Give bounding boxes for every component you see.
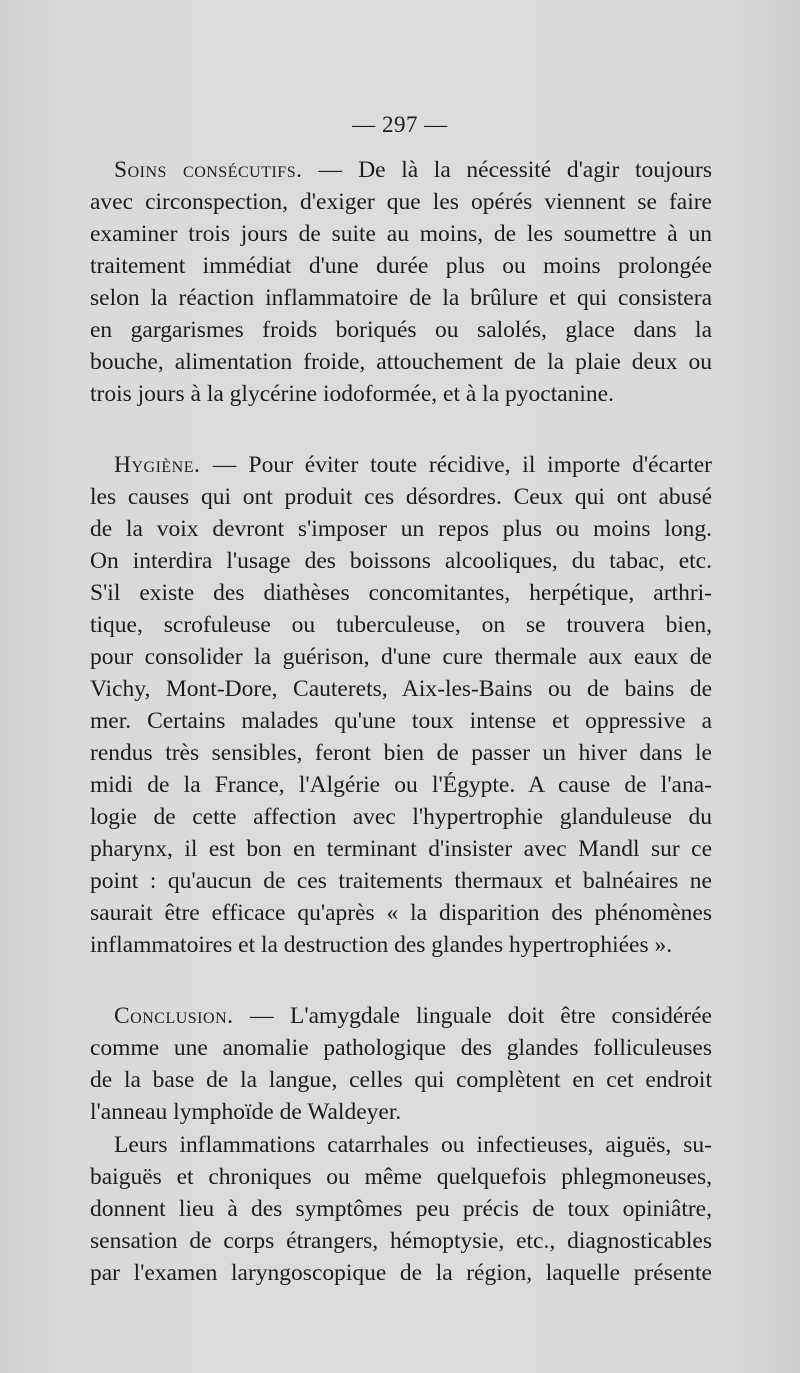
text-line: Hygiène. — Pour éviter toute récidive, il importe d'écarter (114, 452, 712, 478)
text-line: traitement immédiat d'une durée plus ou moins prolongée (90, 253, 712, 279)
text-line: rendus très sensibles, feront bien de passer un hiver dans le (90, 740, 712, 766)
text-line: sensation de corps étrangers, hémoptysie, etc., diagnosticables (90, 1228, 712, 1254)
text-line: pour consolider la guérison, d'une cure thermale aux eaux de (90, 644, 712, 670)
text-line: S'il existe des diathèses concomitantes, herpétique, arthri- (90, 580, 712, 606)
text-line: donnent lieu à des symptômes peu précis de toux opiniâtre, (90, 1196, 712, 1222)
text-line: logie de cette affection avec l'hypertrophie glanduleuse du (90, 804, 712, 830)
text-line: saurait être efficace qu'après « la disparition des phénomènes (90, 900, 712, 926)
section-heading: Hygiène. — (114, 452, 237, 478)
page-number: — 297 — (352, 112, 448, 137)
text-line: tique, scrofuleuse ou tuberculeuse, on se trouvera bien, (90, 612, 712, 638)
text-line: avec circonspection, d'exiger que les opérés viennent se faire (90, 189, 712, 215)
text-line: Vichy, Mont-Dore, Cauterets, Aix-les-Bains ou de bains de (90, 676, 712, 702)
text-line: On interdira l'usage des boissons alcooliques, du tabac, etc. (90, 548, 712, 574)
text-line: l'anneau lymphoïde de Waldeyer. (90, 1099, 402, 1125)
text-line: examiner trois jours de suite au moins, de les soumettre à un (90, 221, 712, 247)
text-line: midi de la France, l'Algérie ou l'Égypte. A cause de l'ana- (90, 772, 712, 798)
text-line: les causes qui ont produit ces désordres. Ceux qui ont abusé (90, 484, 712, 510)
text-line: de la voix devront s'imposer un repos plus ou moins long. (90, 516, 712, 542)
text-line: selon la réaction inflammatoire de la brûlure et qui consistera (90, 285, 712, 311)
text-line: comme une anomalie pathologique des glandes folliculeuses (90, 1035, 712, 1061)
text-line: Conclusion. — L'amygdale linguale doit être considérée (114, 1003, 712, 1029)
text-line: point : qu'aucun de ces traitements thermaux et balnéaires ne (90, 868, 712, 894)
section-heading: Conclusion. — (114, 1003, 275, 1029)
text-line: inflammatoires et la destruction des glandes hypertrophiées ». (90, 932, 673, 958)
text-line: par l'examen laryngoscopique de la région, laquelle présente (90, 1260, 712, 1286)
text-line: trois jours à la glycérine iodoformée, et à la pyoctanine. (90, 381, 614, 407)
text-line: mer. Certains malades qu'une toux intense et oppressive a (90, 708, 712, 734)
text-line: bouche, alimentation froide, attouchement de la plaie deux ou (90, 349, 712, 375)
text-line: de la base de la langue, celles qui complètent en cet endroit (90, 1067, 712, 1093)
section-heading: Soins consécutifs. — (114, 157, 343, 183)
text-line: en gargarismes froids boriqués ou salolés, glace dans la (90, 317, 712, 343)
text-line: pharynx, il est bon en terminant d'insister avec Mandl sur ce (90, 836, 712, 862)
text-line: Leurs inflammations catarrhales ou infectieuses, aiguës, su- (114, 1132, 712, 1158)
text-line: Soins consécutifs. — De là la nécessité d'agir toujours (114, 157, 712, 183)
text-line: baiguës et chroniques ou même quelquefois phlegmoneuses, (90, 1164, 712, 1190)
